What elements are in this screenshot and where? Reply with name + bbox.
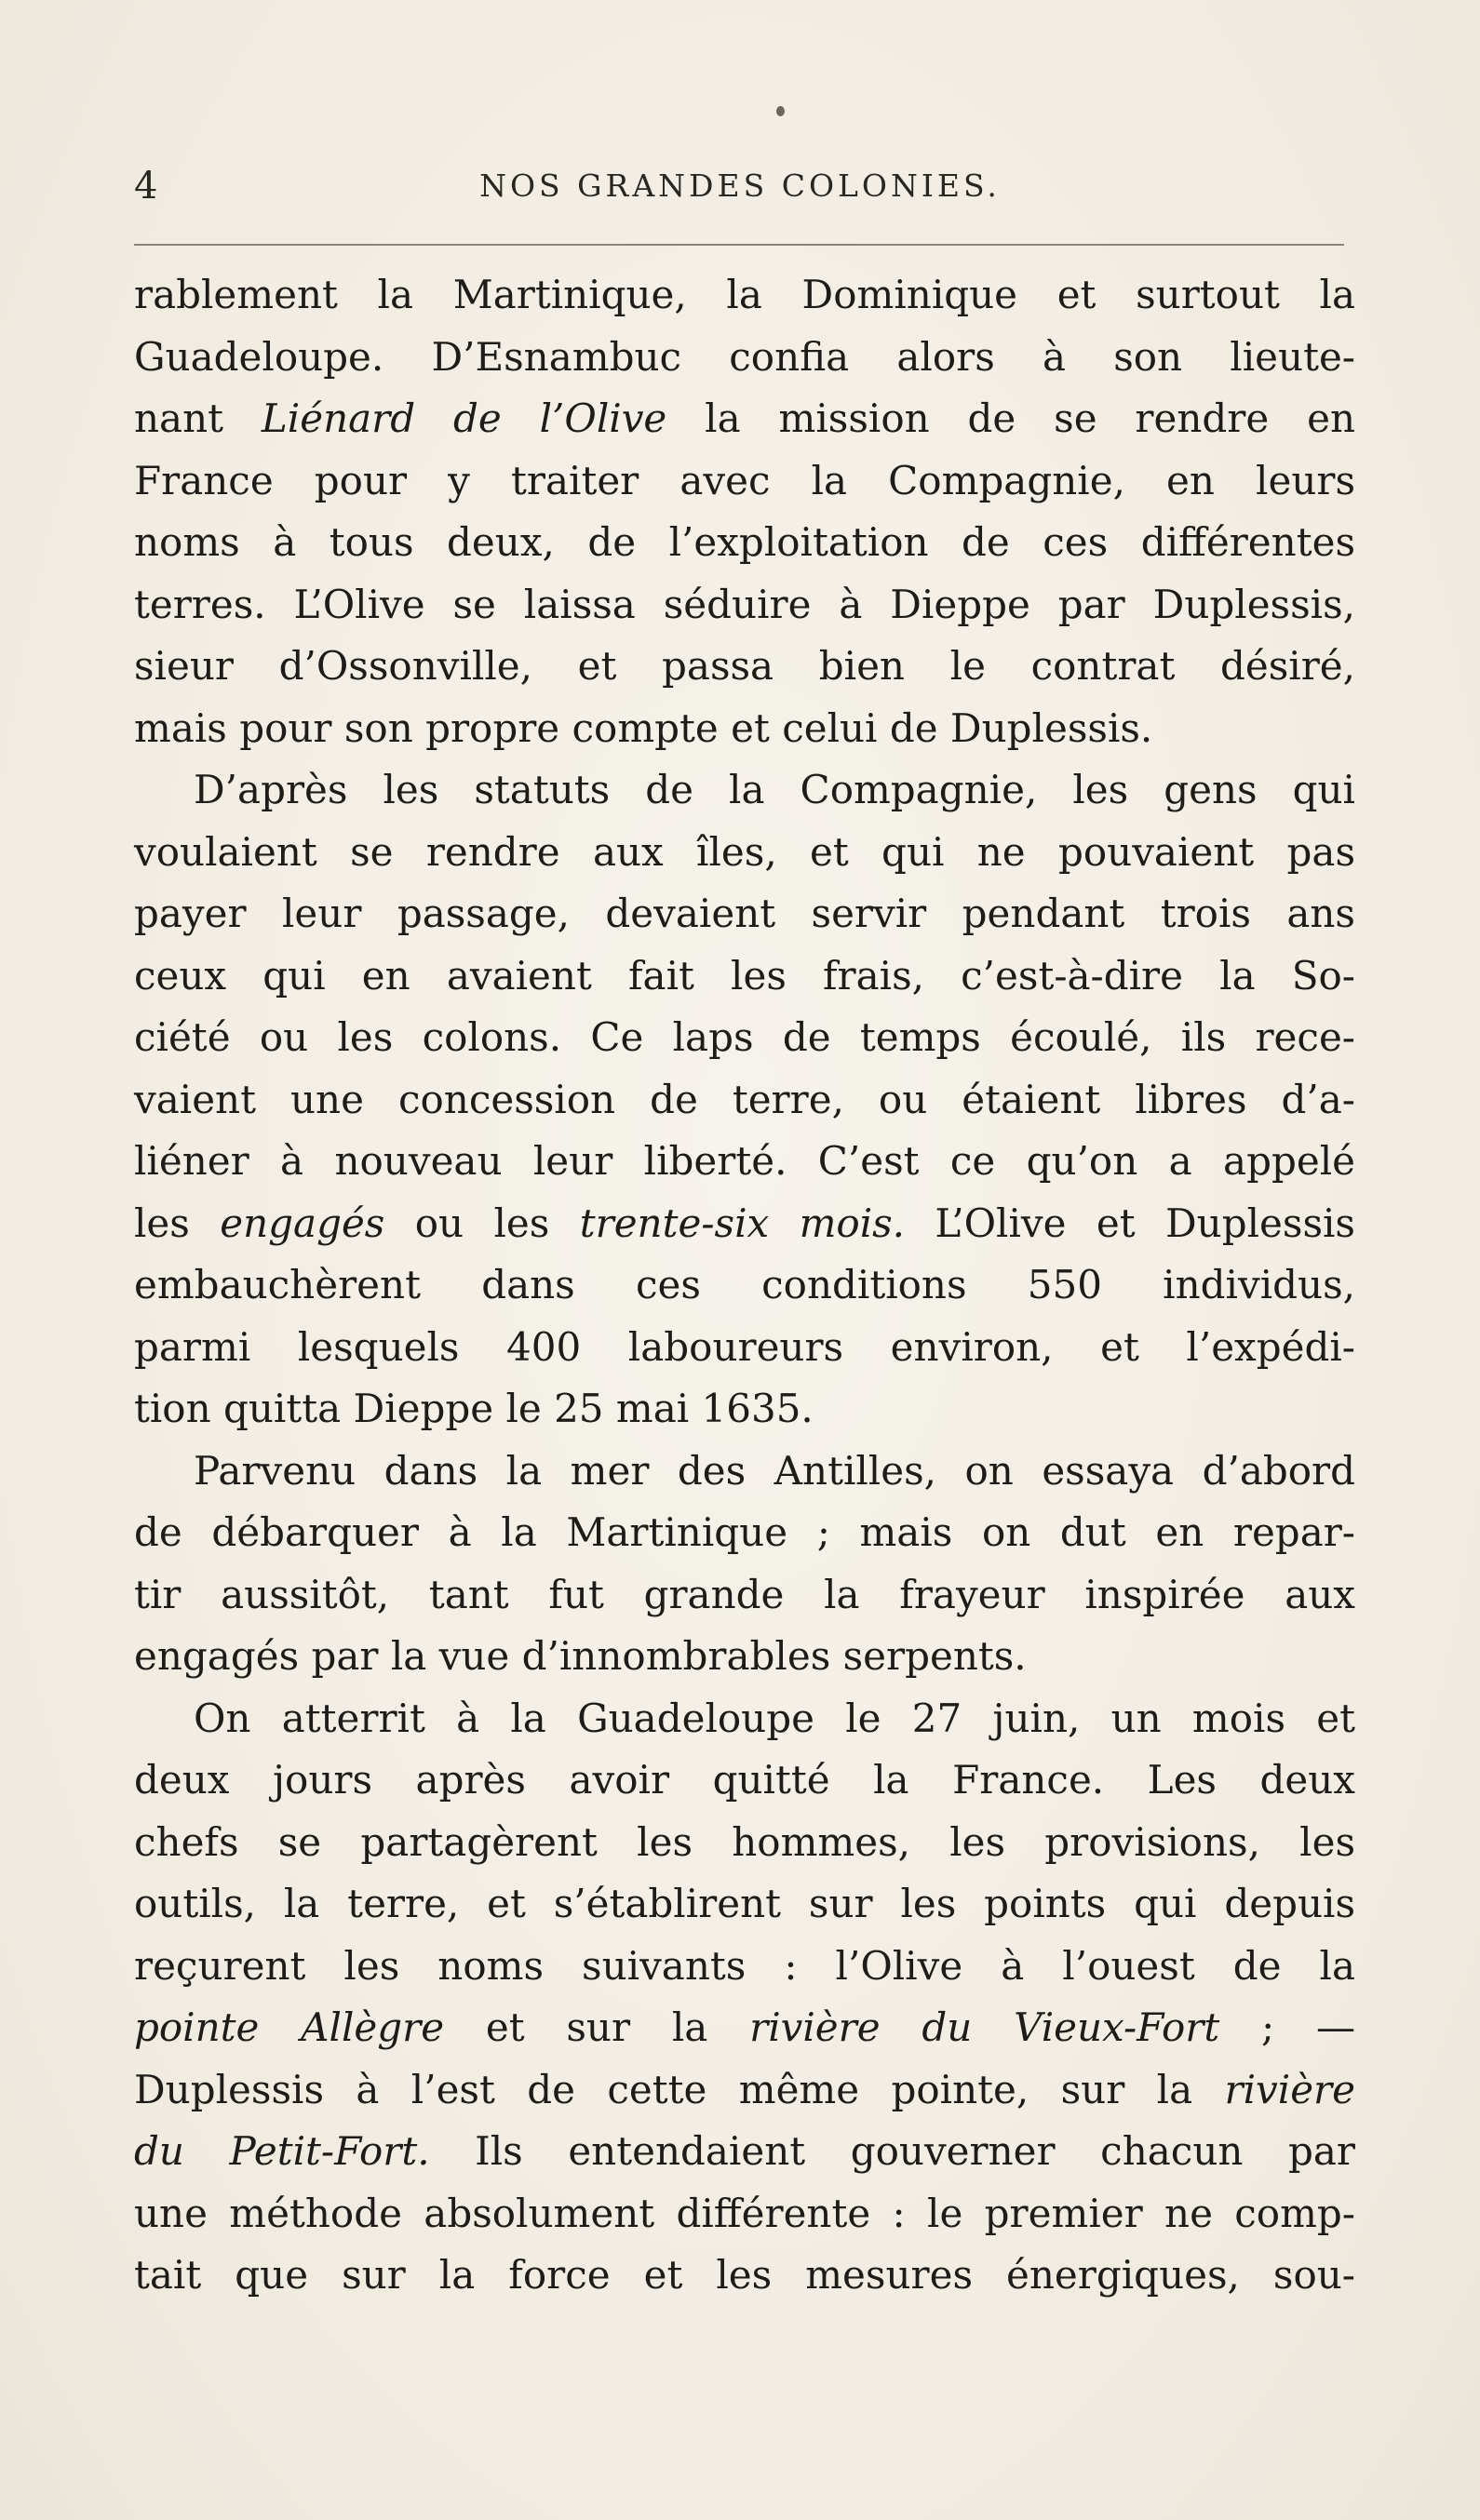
text-line: [134, 2245, 1355, 2307]
text-line: [134, 759, 1355, 822]
text-line: [134, 1007, 1355, 1069]
text-line: [134, 1193, 1355, 1255]
page-number: 4: [134, 165, 158, 208]
running-head: [0, 158, 1480, 214]
text-run: deux jours après avoir quitté la France. Les deux: [134, 1757, 1355, 1803]
text-run: Duplessis à l’est de cette même pointe, sur la: [134, 2066, 1225, 2112]
italic-phrase: pointe Allègre: [134, 2004, 445, 2050]
italic-phrase: trente-six mois.: [579, 1200, 906, 1246]
text-run: nant: [134, 395, 262, 441]
text-line: [134, 1069, 1355, 1132]
text-run: outils, la terre, et s’établirent sur les points qui depuis: [134, 1881, 1355, 1926]
text-run: reçurent les noms suivants : l’Olive à l’ouest de la: [134, 1942, 1355, 1989]
text-run: embauchèrent dans ces conditions 550 individus,: [134, 1262, 1355, 1307]
text-run: engagés par la vue d’innombrables serpents.: [134, 1633, 1027, 1679]
text-line: [134, 450, 1355, 513]
text-line: [134, 574, 1355, 637]
italic-phrase: rivière: [1224, 2066, 1355, 2112]
italic-phrase: Liénard de l’Olive: [261, 395, 667, 441]
text-line: [134, 512, 1355, 574]
header-rule: [134, 244, 1344, 246]
text-run: noms à tous deux, de l’exploitation de ces différentes: [134, 519, 1355, 565]
text-run: rablement la Martinique, la Dominique et surtout la: [134, 272, 1355, 317]
text-line: [134, 1688, 1355, 1750]
text-run: payer leur passage, devaient servir pendant trois ans: [134, 891, 1355, 936]
text-run: parmi lesquels 400 laboureurs environ, et l’expédi-: [134, 1323, 1355, 1370]
text-line: [134, 822, 1355, 884]
text-run: voulaient se rendre aux îles, et qui ne pouvaient pas: [134, 828, 1355, 875]
text-run: les: [134, 1200, 221, 1246]
text-run: chefs se partagèrent les hommes, les provisions, les: [134, 1818, 1355, 1865]
text-run: vaient une concession de terre, ou étaient libres d’a-: [134, 1076, 1355, 1122]
text-line: [134, 1749, 1355, 1812]
body-text: [134, 264, 1355, 2307]
text-line: [134, 1873, 1355, 1936]
text-run: tir aussitôt, tant fut grande la frayeur inspirée aux: [134, 1571, 1355, 1617]
text-run: Ils entendaient gouverner chacun par: [429, 2128, 1355, 2174]
text-run: ciété ou les colons. Ce laps de temps écoulé, ils rece-: [134, 1014, 1355, 1060]
text-run: la mission de se rendre en: [666, 395, 1355, 441]
text-run: L’Olive et Duplessis: [905, 1200, 1355, 1246]
text-line: [134, 1502, 1355, 1564]
text-line: [134, 1812, 1355, 1874]
text-line: [134, 1626, 1355, 1688]
text-run: D’après les statuts de la Compagnie, les gens qui: [194, 767, 1355, 812]
text-run: ; —: [1219, 2004, 1355, 2050]
text-line: [134, 1254, 1355, 1317]
text-line: [134, 883, 1355, 945]
text-line: [134, 1936, 1355, 1998]
text-run: et sur la: [444, 2004, 750, 2050]
text-line: [134, 1441, 1355, 1503]
text-run: liéner à nouveau leur liberté. C’est ce qu’on a appelé: [134, 1138, 1355, 1184]
text-run: Guadeloupe. D’Esnambuc confia alors à son lieute-: [134, 333, 1355, 380]
text-run: France pour y traiter avec la Compagnie, en leurs: [134, 457, 1355, 503]
text-line: [134, 2121, 1355, 2183]
text-line: [134, 1317, 1355, 1379]
text-line: [134, 264, 1355, 327]
text-run: ou les: [384, 1200, 580, 1246]
text-run: Parvenu dans la mer des Antilles, on essaya d’abord: [194, 1447, 1355, 1494]
text-run: une méthode absolument différente : le premier ne comp-: [134, 2190, 1355, 2236]
text-line: [134, 2059, 1355, 2122]
text-line: [134, 1564, 1355, 1627]
text-run: mais pour son propre compte et celui de Duplessis.: [134, 704, 1153, 751]
text-run: On atterrit à la Guadeloupe le 27 juin, un mois et: [194, 1695, 1355, 1741]
text-line: [134, 1131, 1355, 1193]
ink-speck: [776, 106, 785, 116]
text-line: [134, 388, 1355, 450]
text-run: sieur d’Ossonville, et passa bien le contrat désiré,: [134, 643, 1355, 689]
text-line: [134, 636, 1355, 698]
text-run: tait que sur la force et les mesures énergiques, sou-: [134, 2252, 1355, 2298]
italic-phrase: engagés: [220, 1200, 385, 1246]
text-line: [134, 1997, 1355, 2059]
text-line: [134, 698, 1355, 760]
text-line: [134, 327, 1355, 389]
text-run: tion quitta Dieppe le 25 mai 1635.: [134, 1386, 814, 1431]
text-line: [134, 2183, 1355, 2245]
running-title: NOS GRANDES COLONIES.: [479, 168, 1001, 204]
text-line: [134, 1378, 1355, 1441]
text-line: [134, 945, 1355, 1008]
italic-phrase: du Petit-Fort.: [134, 2128, 430, 2174]
italic-phrase: rivière du Vieux-Fort: [749, 2004, 1220, 2050]
text-run: ceux qui en avaient fait les frais, c’est-à-dire la So-: [134, 952, 1355, 999]
text-run: terres. L’Olive se laissa séduire à Dieppe par Duplessis,: [134, 581, 1355, 627]
text-run: de débarquer à la Martinique ; mais on dut en repar-: [134, 1509, 1355, 1555]
